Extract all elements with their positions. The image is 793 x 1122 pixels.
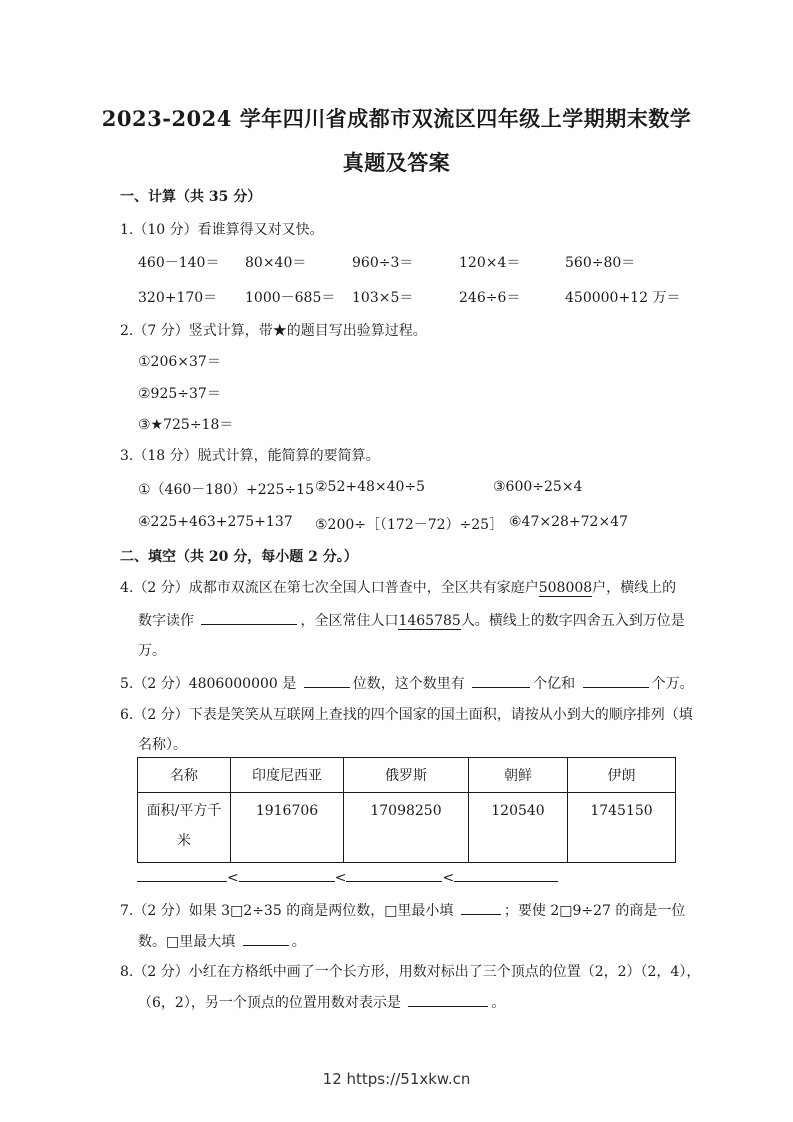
order-answer-row xyxy=(137,866,558,886)
q4-text: ，全区常住人口 xyxy=(300,613,399,629)
q8-text: （6，2），另一个顶点的位置用数对表示是 xyxy=(138,995,401,1011)
table-header-cell: 印度尼西亚 xyxy=(231,758,344,793)
q4-text: 万。 xyxy=(138,643,166,659)
q2-item: ③★725÷18＝ xyxy=(138,417,234,433)
answer-blank[interactable] xyxy=(239,866,335,882)
table-header-cell: 名称 xyxy=(138,758,231,793)
q7-text: 数。□里最大填 xyxy=(138,934,236,950)
answer-blank[interactable] xyxy=(304,672,350,688)
table-cell: 1745150 xyxy=(568,793,676,863)
page-title-line1: 2023-2024 学年四川省成都市双流区四年级上学期期末数学 xyxy=(101,106,692,131)
answer-blank[interactable] xyxy=(408,991,488,1007)
answer-blank[interactable] xyxy=(137,866,227,882)
table-cell: 17098250 xyxy=(344,793,469,863)
table-header-cell: 朝鲜 xyxy=(469,758,568,793)
row-label-line: 米 xyxy=(177,833,191,849)
q2-item: ①206×37＝ xyxy=(138,354,221,370)
answer-blank[interactable] xyxy=(583,672,649,688)
table-header-cell: 伊朗 xyxy=(568,758,676,793)
less-than-sign: < xyxy=(334,870,347,886)
q5-text: 个亿和 xyxy=(533,676,576,692)
row-label-line: 面积/平方千 xyxy=(146,803,222,819)
less-than-sign: < xyxy=(227,870,239,886)
table-row-label xyxy=(138,793,231,863)
q3-stem: 3.（18 分）脱式计算，能简算的要简算。 xyxy=(120,448,380,464)
table-cell: 120540 xyxy=(469,793,568,863)
q1-item: 560÷80＝ xyxy=(565,255,636,271)
page-footer: 12 https://51xkw.cn xyxy=(322,1070,471,1088)
q4-underlined-number: 1465785 xyxy=(398,613,461,629)
q3-item: ④225+463+275+137 xyxy=(138,514,293,530)
answer-blank[interactable] xyxy=(346,866,442,882)
q7-text: ；要使 2□9÷27 的商是一位 xyxy=(503,903,686,919)
q1-item: 450000+12 万＝ xyxy=(565,290,681,306)
answer-blank[interactable] xyxy=(454,866,558,882)
page-title-line2: 真题及答案 xyxy=(342,150,451,175)
q4-text: 户，横线上的 xyxy=(592,580,677,596)
q7-line1 xyxy=(120,899,685,920)
q5-text: 5.（2 分）4806000000 是 xyxy=(120,676,297,692)
q3-item: ①（460－180）+225÷15 xyxy=(138,482,314,498)
table-header-cell: 俄罗斯 xyxy=(344,758,469,793)
country-area-table xyxy=(137,757,676,863)
q1-item: 460－140＝ xyxy=(138,255,220,271)
q3-item: ③600÷25×4 xyxy=(493,479,583,495)
answer-blank[interactable] xyxy=(472,672,530,688)
q1-stem: 1.（10 分）看谁算得又对又快。 xyxy=(120,222,324,238)
q6-stem-line1: 6.（2 分）下表是笑笑从互联网上查找的四个国家的国土面积，请按从小到大的顺序排列（填 xyxy=(120,707,693,723)
q1-item: 103×5＝ xyxy=(352,290,414,306)
q2-item: ②925÷37＝ xyxy=(138,386,221,402)
q5-text: 个万。 xyxy=(651,676,694,692)
q6-stem-line2: 名称）。 xyxy=(138,737,187,753)
q3-item: ②52+48×40÷5 xyxy=(315,479,426,495)
q1-item: 960÷3＝ xyxy=(352,255,414,271)
table-cell: 1916706 xyxy=(231,793,344,863)
q4-text: 人。横线上的数字四舍五入到万位是 xyxy=(460,613,685,629)
q4-text: 4.（2 分）成都市双流区在第七次全国人口普查中，全区共有家庭户 xyxy=(120,580,539,596)
q4-underlined-number: 508008 xyxy=(538,580,593,596)
q5-text: 位数，这个数里有 xyxy=(352,676,465,692)
section1-heading: 一、计算（共 35 分） xyxy=(120,189,262,205)
less-than-sign: < xyxy=(442,870,455,886)
q4-line2 xyxy=(138,609,685,630)
q7-text: 。 xyxy=(291,934,306,950)
q1-item: 246÷6＝ xyxy=(459,290,521,306)
q8-text: 。 xyxy=(491,995,506,1011)
q3-item: ⑥47×28+72×47 xyxy=(509,514,628,530)
table-row xyxy=(138,793,676,863)
q7-line2 xyxy=(138,930,306,951)
table-header-row xyxy=(138,758,676,793)
section2-heading: 二、填空（共 20 分，每小题 2 分。） xyxy=(120,549,358,565)
q1-item: 320+170＝ xyxy=(138,290,218,306)
q3-item: ⑤200÷［（172－72）÷25］ xyxy=(315,517,504,533)
q1-item: 80×40＝ xyxy=(245,255,307,271)
q2-stem: 2.（7 分）竖式计算，带★的题目写出验算过程。 xyxy=(120,323,427,339)
q1-item: 120×4＝ xyxy=(459,255,521,271)
q5-line xyxy=(120,672,694,693)
q8-line1: 8.（2 分）小红在方格纸中画了一个长方形，用数对标出了三个顶点的位置（2，2）（2，4）， xyxy=(120,964,701,980)
q4-text: 数字读作 xyxy=(138,613,194,629)
q1-item: 1000－685＝ xyxy=(245,290,336,306)
answer-blank[interactable] xyxy=(461,899,501,915)
answer-blank[interactable] xyxy=(243,930,289,946)
q8-line2 xyxy=(138,991,505,1012)
q7-text: 7.（2 分）如果 3□2÷35 的商是两位数，□里最小填 xyxy=(120,903,454,919)
q4-line1 xyxy=(120,577,676,597)
answer-blank[interactable] xyxy=(201,609,297,625)
